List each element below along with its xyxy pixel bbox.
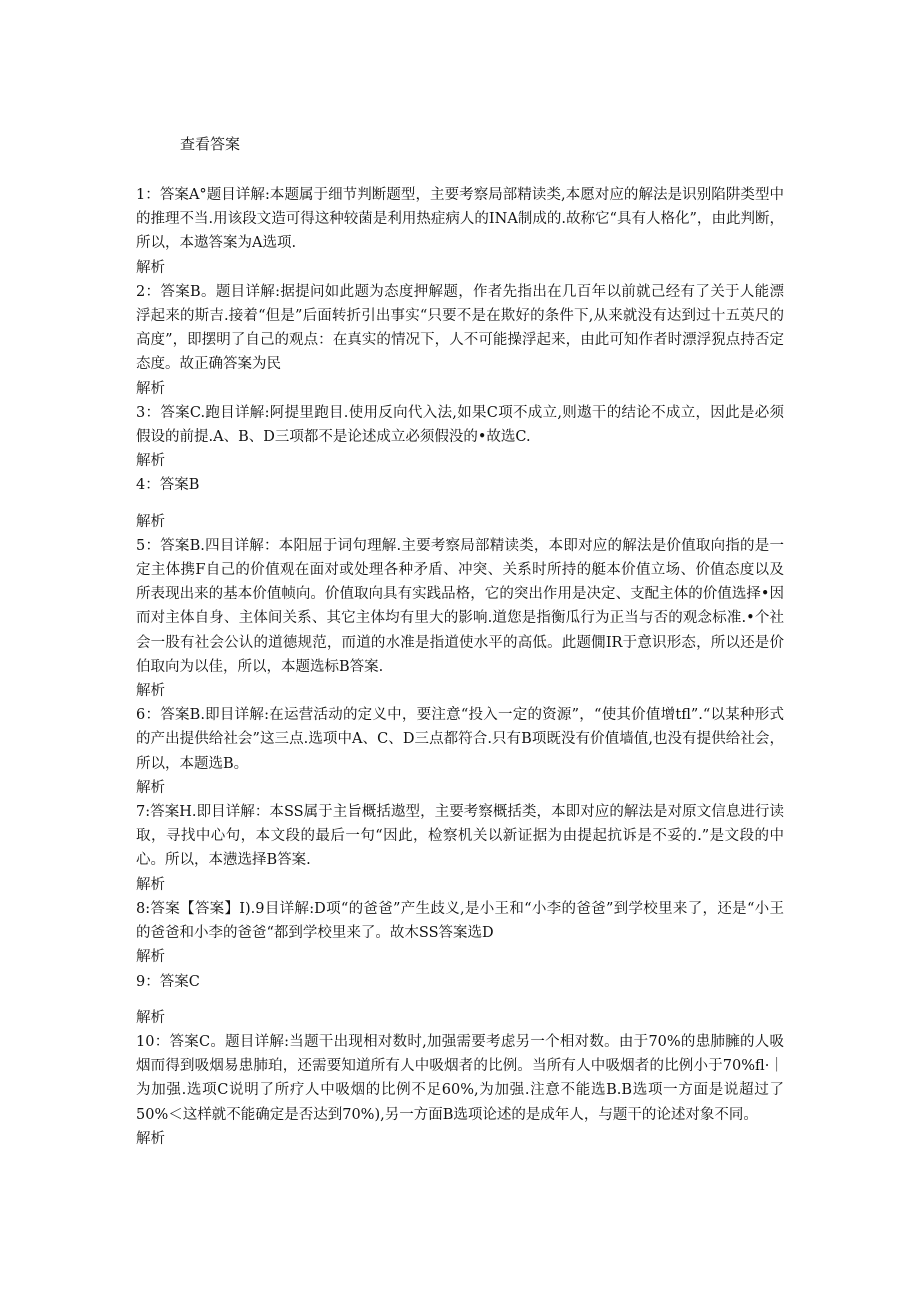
answer-text: 2：答案B。题目详解:据提问如此题为态度押解题，作者先指出在几百年以前就己经有了关于人能漂浮起来的斯吉.接着“但是”后面转折引出事实“只要不是在欺好的条件下,从来就没有达到过十五英尺的高度”，即摆明了自己的观点：在真实的情况下，人不可能操浮起来，由此可知作者时漂浮猊点持否定态度。故正确答案为民 bbox=[136, 283, 784, 373]
view-answer-heading: 查看答案 bbox=[180, 135, 241, 153]
answer-text: 4：答案B bbox=[136, 477, 200, 494]
answer-text: 6：答案B.即目详解:在运营活动的定义中，要注意“投入一定的资源”，“使其价值增tfl”.“以某种形式的产出提供给社会”这三点.选项中A、C、D三点都符合.只有B项既没有价值墙值,也没有提供给社会，所以，本题选B。 bbox=[136, 707, 784, 772]
analysis-label: 解析 bbox=[136, 1009, 165, 1026]
spacer bbox=[136, 498, 784, 510]
analysis-label: 解析 bbox=[136, 380, 165, 397]
analysis-label: 解析 bbox=[136, 876, 165, 893]
answer-text: 8:答案【答案】I).9目详解:D项“的爸爸”产生歧义,是小王和“小李的爸爸”到学校里来了，还是“小王的爸爸和小李的爸爸“都到学校里来了。故木SS答案选D bbox=[136, 900, 784, 942]
answer-text: 10：答案C。题目详解:当题干出现相对数时,加强需要考虑另一个相对数。由于70%的患肺臃的人吸烟而得到吸烟易患肺珀，还需要知道所有人中吸烟者的比例。当所有人中吸烟者的比例小于70%fl·｜为加强.选项C说明了所疗人中吸烟的比例不足60%,为加强.注意不能选B.B选项一方面是说超过了50%＜这样就不能确定是否达到70%),另一方面B选项论述的是成年人，与题干的论述对象不同。 bbox=[136, 1033, 784, 1123]
answer-text: 9：答案C bbox=[136, 973, 200, 990]
answer-text: 1：答案A°题目详解:本题属于细节判断题型，主要考察局部精读类,本愿对应的解法是识别陷阱类型中的推理不当.用该段文造可得这种较菌是利用热症病人的INA制成的.故称它“具有人格化”，由此判断，所以，本遨答案为A选项. bbox=[136, 187, 784, 252]
answer-text: 7:答案H.即目详解：本SS属于主旨概括遨型，主要考察概括类，本即对应的解法是对原文信息进行读取，寻找中心句，本文段的最后一句“因此，检察机关以新证据为由提起抗诉是不妥的.”是文段的中心。所以，本懑选择B答案. bbox=[136, 804, 784, 869]
answer-list bbox=[136, 183, 784, 1151]
analysis-label: 解析 bbox=[136, 513, 165, 530]
analysis-label: 解析 bbox=[136, 1130, 165, 1147]
analysis-label: 解析 bbox=[136, 683, 165, 700]
analysis-label: 解析 bbox=[136, 949, 165, 966]
analysis-label: 解析 bbox=[136, 259, 165, 276]
spacer bbox=[136, 994, 784, 1006]
analysis-label: 解析 bbox=[136, 453, 165, 470]
answer-text: 5：答案B.四目详解：本阳屈于词句理解.主要考察局部精读类，本即对应的解法是价值取向指的是一定主体携F自己的价值观在面对或处理各种矛盾、冲突、关系时所持的艇本价值立场、价值态度以及所表现出来的基本价值帧向。价值取向具有实践品格，它的突出作用是决定、支配主体的价值选择•因而对主体自身、主体间关系、其它主体均有里大的影响.道您是指衡瓜行为正当与否的观念标准.•个社会一股有社会公认的道德规范，而道的水准是指道使水平的高低。此题僩IR于意识形态，所以还是价伯取向为以佳，所以，本题选标B答案. bbox=[136, 537, 784, 675]
analysis-label: 解析 bbox=[136, 779, 165, 796]
answer-text: 3：答案C.跑目详解:阿提里跑目.使用反向代入法,如果C项不成立,则遨干的结论不成立，因此是必须假设的前提.A、B、D三项都不是论述成立必须假没的•故选C. bbox=[136, 404, 784, 446]
